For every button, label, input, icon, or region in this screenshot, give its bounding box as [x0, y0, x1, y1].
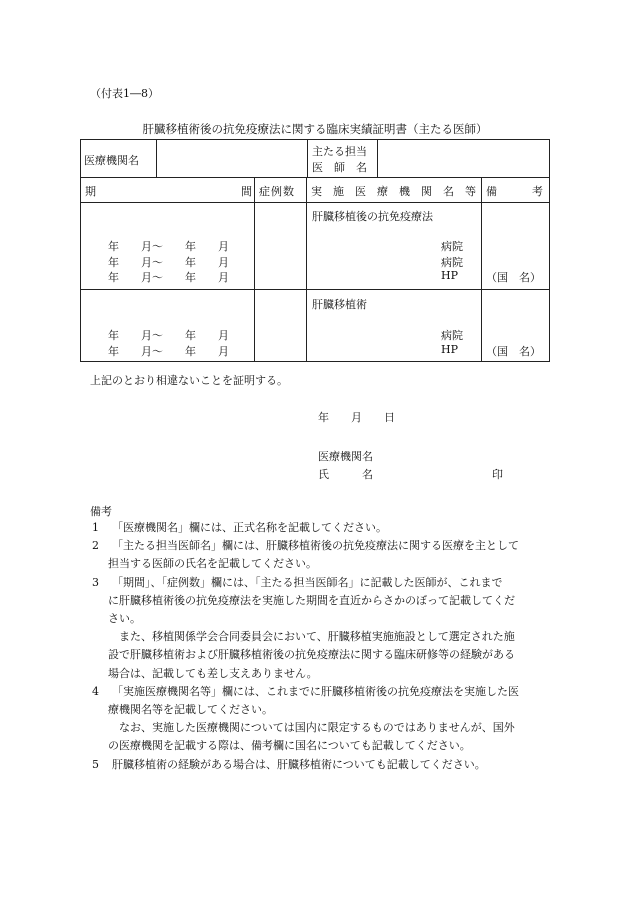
note-line	[108, 555, 578, 573]
certificate-form-table	[80, 139, 550, 362]
note-text: 担当する医師の氏名を記載してください。	[108, 557, 317, 571]
section2-country-note: （国 名）	[486, 345, 541, 358]
note-line	[108, 646, 578, 664]
section1-heading: 肝臓移植後の抗免疫療法	[312, 210, 433, 223]
period-header-left: 期	[85, 185, 96, 198]
section1-row1-facility-suffix: 病院	[441, 240, 463, 253]
note-text: の医療機関を記載する際は、備考欄に国名についても記載してください。	[108, 739, 471, 753]
section2-heading: 肝臓移植術	[312, 298, 367, 311]
doctor-name-label-line1: 主たる担当	[312, 145, 367, 158]
note-number: 5	[92, 757, 99, 771]
certifying-name-label: 氏 名	[318, 468, 373, 481]
form-reference-number: （付表1―8）	[90, 87, 159, 100]
note-text: 「医療機関名」欄には、正式名称を記載してください。	[112, 521, 387, 534]
doctor-name-label-line2: 医 師 名	[312, 161, 367, 174]
section2-row1-period[interactable]: 年 月～ 年 月	[108, 329, 229, 342]
note-text: 「実施医療機関名等」欄には、これまでに肝臓移植術後の抗免疫療法を実施した医	[112, 684, 519, 698]
remarks-header-right: 考	[532, 185, 543, 198]
notes-heading: 備考	[90, 505, 112, 518]
note-line	[92, 574, 562, 592]
note-number: 1	[92, 521, 99, 534]
note-text: また、移植関係学会合同委員会において、肝臓移植実施施設として選定された施	[108, 630, 515, 644]
certification-statement: 上記のとおり相違ないことを証明する。	[90, 374, 288, 387]
note-text: 療機関名等を記載してください。	[108, 703, 273, 716]
note-text: 場合は、記載しても差し支えありません。	[108, 666, 318, 680]
note-number: 3	[92, 575, 99, 589]
section2-row2-facility-suffix: HP	[441, 343, 458, 356]
note-line	[108, 719, 578, 737]
cases-header: 症例数	[259, 185, 295, 198]
section1-row2-period[interactable]: 年 月～ 年 月	[108, 256, 229, 269]
certifying-institution-label: 医療機関名	[318, 450, 373, 463]
note-line	[108, 628, 578, 646]
note-text: 「主たる担当医師名」欄には、肝臓移植術後の抗免疫療法に関する医療を主として	[112, 539, 519, 553]
note-line	[108, 592, 578, 610]
section1-country-note: （国 名）	[486, 271, 541, 284]
section1-row1-period[interactable]: 年 月～ 年 月	[108, 240, 229, 253]
note-line	[108, 701, 578, 719]
section1-row2-facility-suffix: 病院	[441, 256, 463, 269]
certification-date[interactable]: 年 月 日	[318, 411, 395, 424]
document-title: 肝臓移植術後の抗免疫療法に関する臨床実績証明書（主たる医師）	[142, 122, 488, 136]
note-line	[108, 737, 578, 755]
note-line	[92, 519, 562, 537]
remarks-header-left: 備	[486, 185, 497, 198]
note-text: に肝臓移植術後の抗免疫療法を実施した期間を直近からさかのぼって記載してくだ	[108, 593, 515, 607]
institution-name-field[interactable]	[162, 152, 302, 166]
section2-row1-facility-suffix: 病院	[441, 329, 463, 342]
note-number: 4	[92, 684, 99, 698]
note-line	[92, 756, 562, 774]
note-line	[92, 683, 562, 701]
note-text: 肝臓移植術の経験がある場合は、肝臓移植術についても記載してください。	[112, 757, 486, 771]
section2-row2-period[interactable]: 年 月～ 年 月	[108, 345, 229, 358]
note-text: なお、実施した医療機関については国内に限定するものではありませんが、国外	[108, 721, 515, 735]
doctor-name-field[interactable]	[382, 152, 542, 166]
note-line	[108, 610, 578, 628]
note-text: 「期間」、「症例数」欄には、「主たる担当医師名」に記載した医師が、これまで	[112, 575, 503, 589]
facility-header: 実 施 医 療 機 関 名 等	[311, 185, 476, 198]
section1-row3-period[interactable]: 年 月～ 年 月	[108, 271, 229, 284]
note-line	[92, 537, 562, 555]
note-text: 設で肝臓移植術および肝臓移植術後の抗免疫療法に関する臨床研修等の経験がある	[108, 648, 515, 662]
note-line	[108, 665, 578, 683]
note-text: さい。	[108, 612, 141, 625]
seal-mark: 印	[492, 468, 503, 481]
period-header-right: 間	[241, 185, 252, 198]
institution-name-label: 医療機関名	[84, 154, 139, 167]
note-number: 2	[92, 539, 99, 553]
section1-row3-facility-suffix: HP	[441, 269, 458, 282]
